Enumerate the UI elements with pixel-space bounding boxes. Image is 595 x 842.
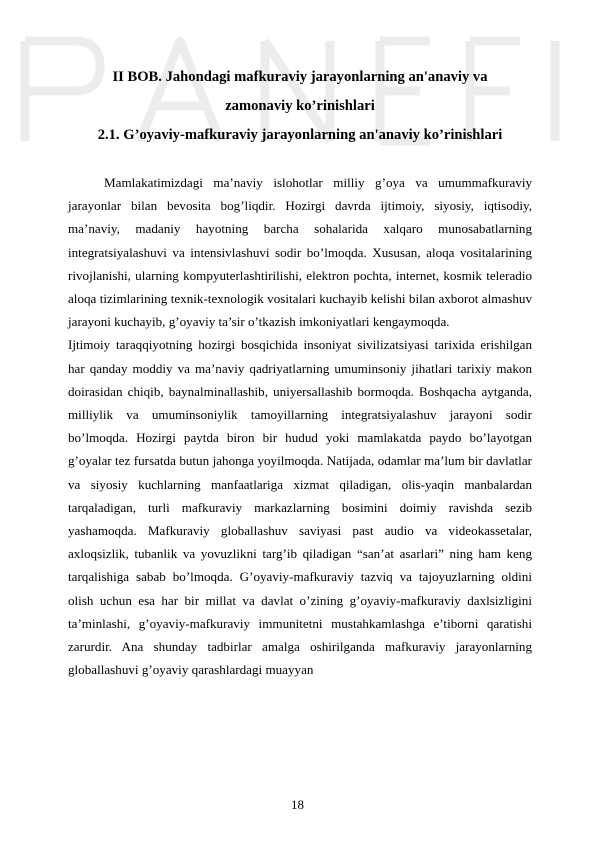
body-text xyxy=(68,171,532,681)
page-number: 18 xyxy=(291,797,304,812)
chapter-title-line-1: II BOB. Jahondagi mafkuraviy jarayonlarning an'anaviy va xyxy=(112,69,488,85)
chapter-title-line-2: zamonaviy ko’rinishlari xyxy=(225,98,375,114)
chapter-heading xyxy=(60,63,540,150)
paragraph-1: Mamlakatimizdagi ma’naviy islohotlar milliy g’oya va umummafkuraviy jarayonlar bilan bevosita bog’liqdir. Hozirgi davrda ijtimoiy, siyosiy, iqtisodiy, ma’naviy, madaniy hayotning barcha sohalarida xalqaro munosabatlarning integratsiyalashuvi va intensivlashuvi sodir bo’lmoqda. Xususan, aloqa vositalarining rivojlanishi, ularning kompyuterlashtirilishi, elektron pochta, internet, kosmik teleradio aloqa tizimlarining texnik-texnologik vositalari kuchayib kelishi bilan axborot almashuv jarayoni kuchayib, g’oyaviy ta’sir o’tkazish imkoniyatlari kengaymoqda. xyxy=(68,175,532,330)
paragraph-2: Ijtimoiy taraqqiyotning hozirgi bosqichida insoniyat sivilizatsiyasi tarixida erishilgan har qanday moddiy va ma’naviy qadriyatlarning umuminsoniy jihatlari tarixiy makon doirasidan chiqib, baynalminallashib, uniyersallashib bormoqda. Boshqacha aytganda, milliylik va umuminsoniylik tamoyillarning integratsiyalashuv jarayoni sodir bo’lmoqda. Hozirgi paytda biron bir hudud yoki mamlakatda paydo bo’layotgan g’oyalar tez fursatda butun jahonga yoyilmoqda. Natijada, odamlar ma’lum bir davlatlar va siyosiy kuchlarning manfaatlariga xizmat qiladigan, olis-yaqin manbalardan tarqaladigan, turli mafkuraviy markazlarning bosimini doimiy ravishda sezib yashamoqda. Mafkuraviy globallashuv saviyasi past audio va videokassetalar, axloqsizlik, tubanlik va yovuzlikni targ’ib qiladigan “san’at asarlari” ning ham keng tarqalishiga sabab bo’lmoqda. G’oyaviy-mafkuraviy tazviq va tajoyuzlarning oldini olish uchun esa har bir millat va davlat o’zining g’oyaviy-mafkuraviy daxlsizligini ta’minlashi, g’oyaviy-mafkuraviy immunitetni mustahkamlashga e’tiborni qaratishi zarurdir. Ana shunday tadbirlar amalga oshirilganda mafkuraviy jarayonlarning globallashuvi g’oyaviy qarashlardagi muayyan xyxy=(68,337,532,678)
section-title: 2.1. G’oyaviy-mafkuraviy jarayonlarning an'anaviy ko’rinishlari xyxy=(97,127,503,143)
